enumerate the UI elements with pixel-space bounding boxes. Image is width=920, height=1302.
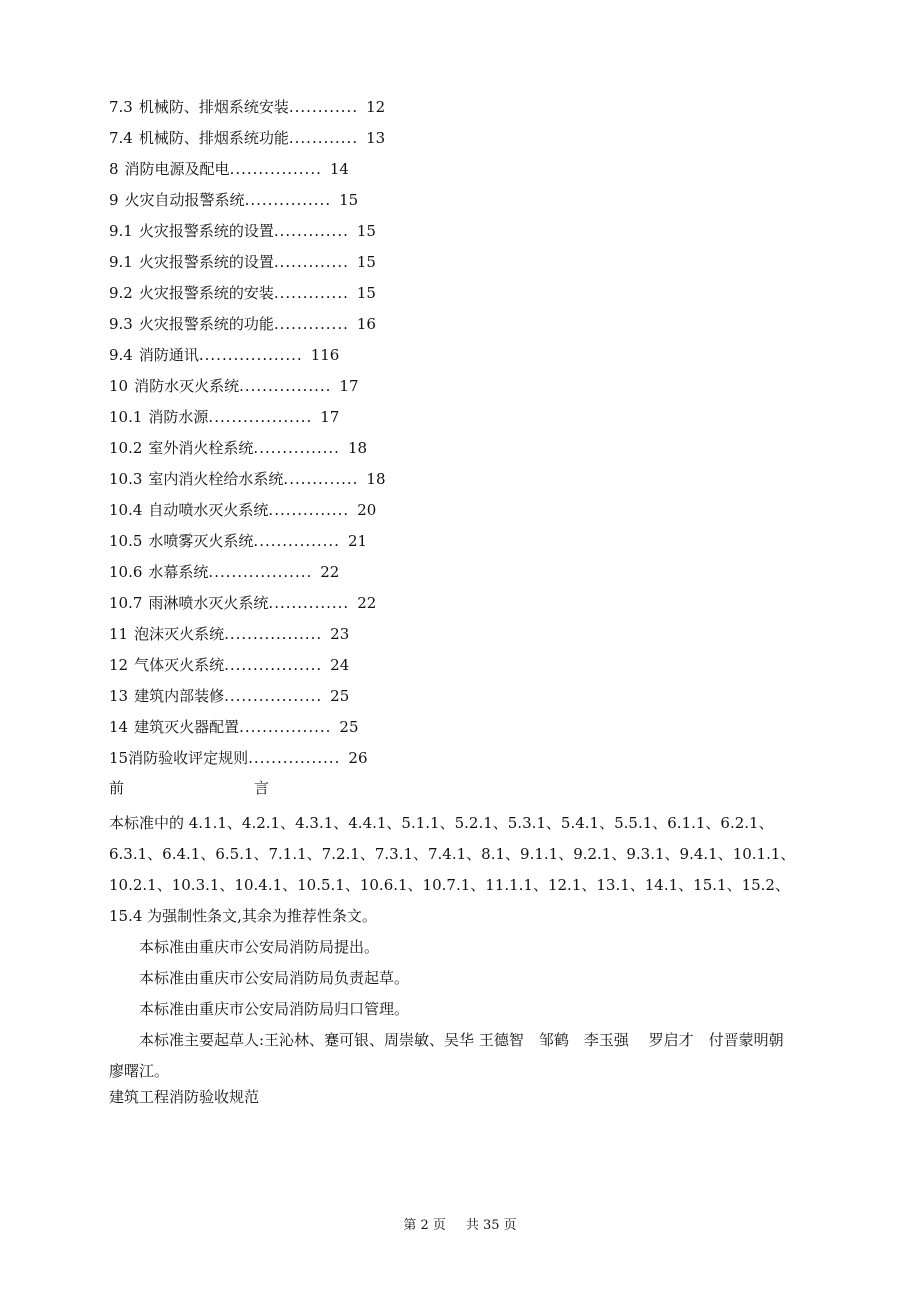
toc-leader: .............. (268, 594, 350, 612)
toc-item (109, 189, 829, 220)
toc-item (109, 344, 829, 375)
toc-number: 10.6 (109, 563, 143, 581)
toc-page: 15 (356, 253, 376, 271)
toc-leader: ............... (244, 191, 332, 209)
toc-leader: ................ (239, 377, 332, 395)
toc-item (109, 716, 829, 747)
toc-item (109, 282, 829, 313)
toc-title: 水幕系统 (148, 563, 209, 581)
toc-leader: .................. (208, 408, 313, 426)
toc-number: 10.7 (109, 594, 143, 612)
toc-title: 泡沫灭火系统 (134, 625, 225, 643)
toc-page: 26 (348, 749, 368, 767)
toc-leader: ................ (229, 160, 322, 178)
toc-item (109, 592, 829, 623)
toc-leader: ................. (224, 656, 323, 674)
foreword-char-right: 言 (254, 779, 270, 797)
toc-number: 9.3 (109, 315, 133, 333)
toc-number: 7.4 (109, 129, 133, 147)
drafters-paragraph: 本标准主要起草人:王沁林、蹇可银、周崇敏、吴华 王德智 邹鹤 李玉强 罗启才 付晋蒙明朝 廖曙江。 (109, 1031, 804, 1080)
toc-title: 火灾报警系统的功能 (138, 315, 274, 333)
toc-number: 9.2 (109, 284, 133, 302)
toc-number: 11 (109, 625, 129, 643)
toc-leader: ............ (288, 129, 359, 147)
toc-number: 12 (109, 656, 129, 674)
toc-page: 15 (339, 191, 359, 209)
drafted-by-paragraph: 本标准由重庆市公安局消防局负责起草。 (139, 969, 410, 987)
foreword-heading (109, 777, 269, 799)
toc-number: 8 (109, 160, 119, 178)
toc-title: 室内消火栓给水系统 (148, 470, 284, 488)
toc-page: 15 (356, 284, 376, 302)
toc-item (109, 437, 829, 468)
toc-number: 14 (109, 718, 129, 736)
toc-leader: ............. (273, 284, 349, 302)
toc-title: 机械防、排烟系统安装 (138, 98, 289, 116)
toc-leader: ............. (273, 222, 349, 240)
toc-number: 9.1 (109, 253, 133, 271)
toc-page: 17 (320, 408, 340, 426)
toc-leader: ............... (253, 439, 340, 457)
toc-item (109, 499, 829, 530)
document-title: 建筑工程消防验收规范 (109, 1088, 260, 1106)
toc-page: 14 (329, 160, 349, 178)
toc-item (109, 96, 829, 127)
toc-leader: ................. (224, 687, 323, 705)
managed-by-paragraph: 本标准由重庆市公安局消防局归口管理。 (139, 1000, 410, 1018)
toc-number: 7.3 (109, 98, 133, 116)
toc-leader: ................. (224, 625, 323, 643)
toc-page: 116 (310, 346, 340, 364)
toc-number: 9 (109, 191, 119, 209)
toc-item (109, 251, 829, 282)
toc-number: 9.1 (109, 222, 133, 240)
toc-title: 消防电源及配电 (124, 160, 230, 178)
toc-page: 25 (330, 687, 350, 705)
toc-number: 10.5 (109, 532, 143, 550)
toc-leader: .............. (268, 501, 350, 519)
toc-page: 22 (320, 563, 340, 581)
toc-title: 建筑内部装修 (134, 687, 225, 705)
proposed-by-paragraph: 本标准由重庆市公安局消防局提出。 (139, 938, 380, 956)
toc-title: 自动喷水灭火系统 (148, 501, 269, 519)
toc-title: 室外消火栓系统 (148, 439, 254, 457)
toc-leader: ................ (248, 749, 341, 767)
total-pages: 共 35 页 (465, 1218, 517, 1233)
toc-page: 13 (366, 129, 386, 147)
toc-title: 水喷雾灭火系统 (148, 532, 254, 550)
toc-title: 火灾报警系统的设置 (138, 222, 274, 240)
toc-item (109, 158, 829, 189)
toc-item (109, 747, 829, 778)
toc-title: 消防水源 (148, 408, 209, 426)
toc-page: 23 (330, 625, 350, 643)
toc-page: 12 (366, 98, 386, 116)
foreword-body (109, 808, 814, 1087)
toc-page: 15 (356, 222, 376, 240)
toc-title: 火灾自动报警系统 (124, 191, 245, 209)
page-number: 第 2 页 (403, 1218, 446, 1233)
toc-item (109, 685, 829, 716)
toc-number: 13 (109, 687, 129, 705)
toc-number: 10.2 (109, 439, 143, 457)
toc-page: 22 (357, 594, 377, 612)
toc-number: 10.1 (109, 408, 143, 426)
toc-item (109, 561, 829, 592)
toc-title: 消防水灭火系统 (134, 377, 240, 395)
toc-leader: .................. (198, 346, 303, 364)
toc-page: 24 (330, 656, 350, 674)
toc-leader: ............ (288, 98, 359, 116)
mandatory-clauses-paragraph: 本标准中的 4.1.1、4.2.1、4.3.1、4.4.1、5.1.1、5.2.1、5.3.1、5.4.1、5.5.1、6.1.1、6.2.1、6.3.1、6.4.1、6.5.1、7.1.1、7.2.1、7.3.1、7.4.1、8.1、9.1.1、9.2.1、9.3.1、9.4.1、10.1.1、10.2.1、10.3.1、10.4.1、10.5.1、10.6.1、10.7.1、11.1.1、12.1、13.1、14.1、15.1、15.2、15.4 为强制性条文,其余为推荐性条文。 (109, 814, 796, 925)
toc-page: 18 (366, 470, 386, 488)
toc-leader: ............. (283, 470, 359, 488)
toc-leader: ................ (239, 718, 332, 736)
toc-title: 气体灭火系统 (134, 656, 225, 674)
toc-number: 15 (109, 749, 129, 767)
toc-number: 10.4 (109, 501, 143, 519)
toc-item (109, 623, 829, 654)
toc-title: 建筑灭火器配置 (134, 718, 240, 736)
toc-item (109, 127, 829, 158)
toc-item (109, 530, 829, 561)
toc-page: 17 (339, 377, 359, 395)
toc-item (109, 375, 829, 406)
toc-title: 机械防、排烟系统功能 (138, 129, 289, 147)
foreword-char-left: 前 (109, 779, 125, 797)
toc-number: 10 (109, 377, 129, 395)
toc-title: 雨淋喷水灭火系统 (148, 594, 269, 612)
toc-item (109, 220, 829, 251)
toc-leader: .................. (208, 563, 313, 581)
toc-leader: ............... (253, 532, 340, 550)
page-footer (0, 1216, 920, 1236)
toc-title: 火灾报警系统的设置 (138, 253, 274, 271)
toc-leader: ............. (273, 253, 349, 271)
toc-page: 21 (347, 532, 368, 550)
toc-page: 18 (347, 439, 368, 457)
toc-item (109, 654, 829, 685)
toc-page: 20 (357, 501, 377, 519)
toc-title: 消防验收评定规则 (128, 749, 249, 767)
toc-page: 25 (339, 718, 359, 736)
toc-page: 16 (356, 315, 376, 333)
toc-leader: ............. (273, 315, 349, 333)
toc-number: 9.4 (109, 346, 133, 364)
toc-title: 消防通讯 (138, 346, 199, 364)
table-of-contents (109, 96, 829, 778)
toc-number: 10.3 (109, 470, 143, 488)
toc-title: 火灾报警系统的安装 (138, 284, 274, 302)
toc-item (109, 406, 829, 437)
toc-item (109, 468, 829, 499)
toc-item (109, 313, 829, 344)
